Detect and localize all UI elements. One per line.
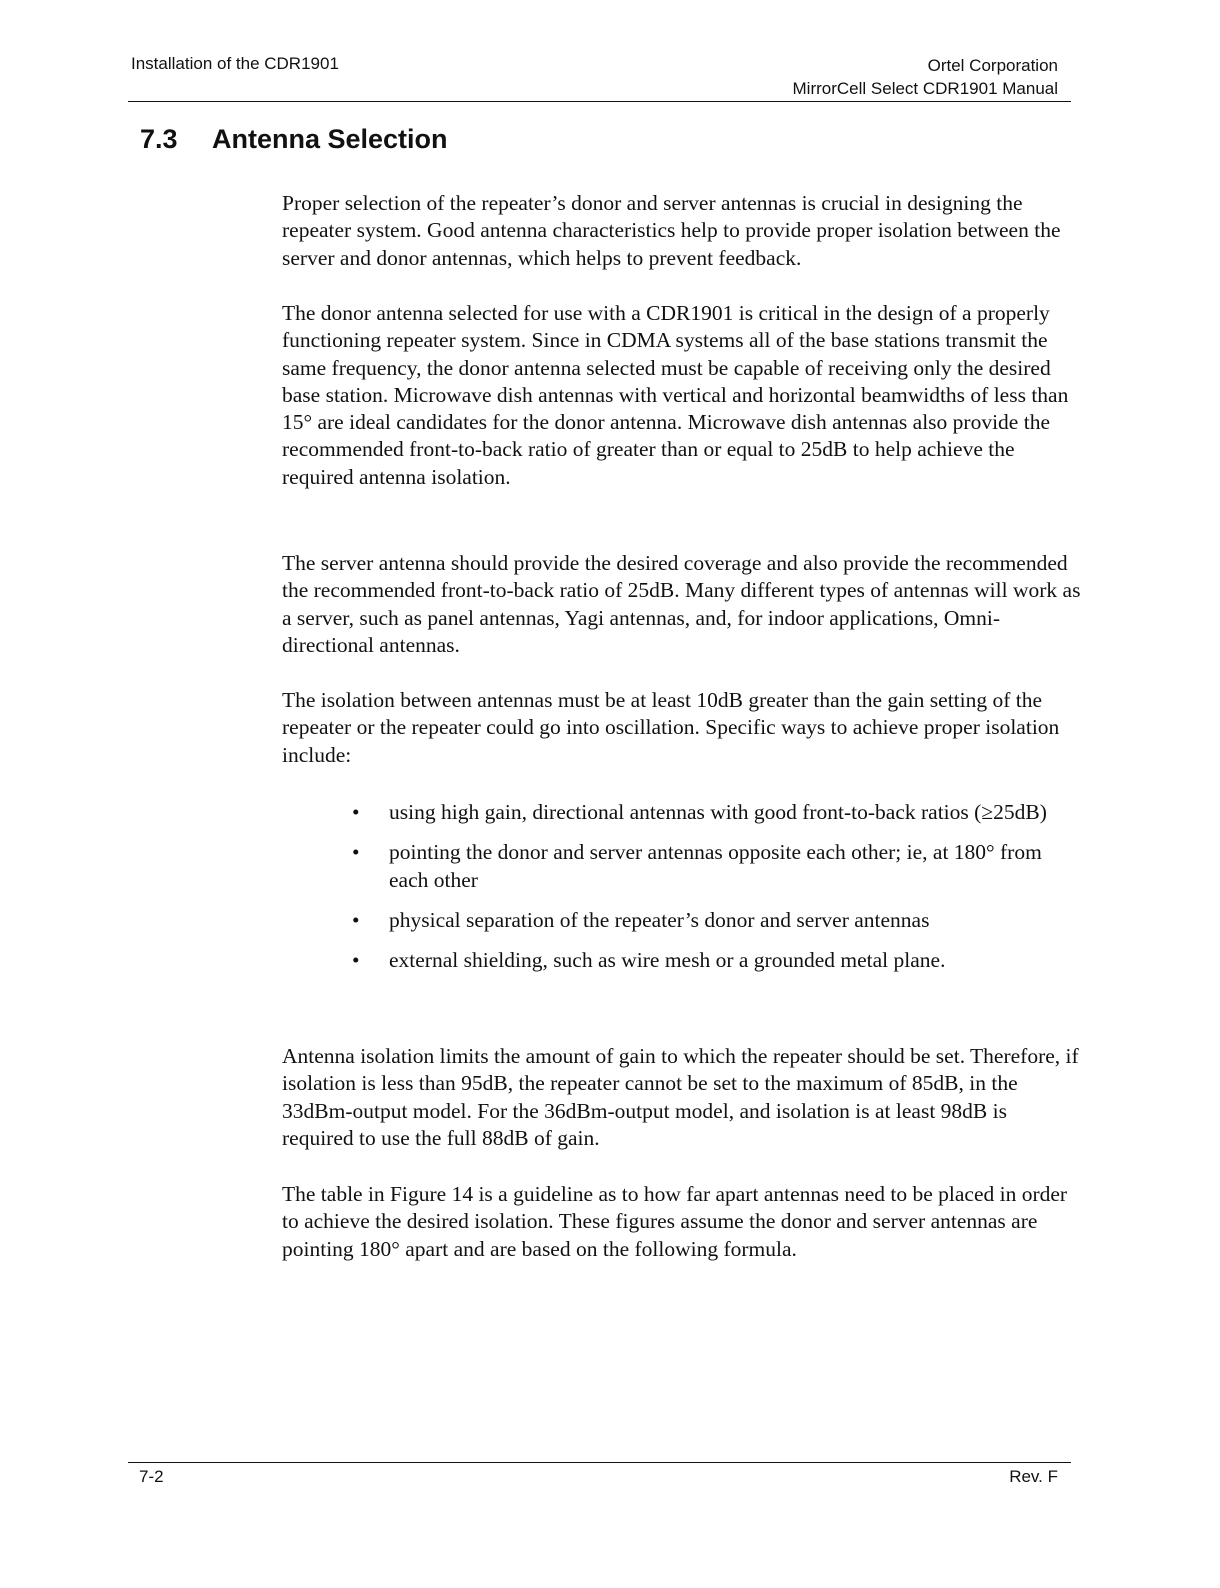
section-number: 7.3 (140, 124, 178, 154)
section-title: Antenna Selection (212, 124, 448, 154)
header-rule (128, 101, 1071, 102)
header-company: Ortel Corporation (927, 56, 1058, 75)
list-item-text: external shielding, such as wire mesh or a grounded metal plane. (389, 948, 946, 973)
paragraph-intro (282, 190, 1082, 272)
paragraph: The table in Figure 14 is a guideline as to how far apart antennas need to be placed in order to achieve the desired isolation. These figures assume the donor and server antennas are pointing 180° apart and are based on the following formula. (282, 1182, 1068, 1261)
paragraph: Proper selection of the repeater’s donor and server antennas is crucial in designing the repeater system. Good antenna characteristics help to provide proper isolation between the server and donor antennas, which helps to prevent feedback. (282, 191, 1061, 270)
list-item-text: physical separation of the repeater’s donor and server antennas (389, 907, 930, 932)
paragraph: The server antenna should provide the desired coverage and also provide the recommended the recommended front-to-back ratio of 25dB. Many different types of antennas will work as a server, such as panel antennas, Yagi antennas, and, for indoor applications, Omni-directional antennas. (282, 551, 1081, 657)
paragraph: The donor antenna selected for use with a CDR1901 is critical in the design of a properly functioning repeater system. Since in CDMA systems all of the base stations transmit the same frequency, the donor antenna selected must be capable of receiving only the desired base station. Microwave dish antennas with vertical and horizontal beamwidths of less than 15° are ideal candidates for the donor antenna. Microwave dish antennas also provide the recommended front-to-back ratio of greater than or equal to 25dB to help achieve the required antenna isolation. (282, 301, 1069, 489)
paragraph: The isolation between antennas must be at least 10dB greater than the gain setting of the repeater or the repeater could go into oscillation. Specific ways to achieve proper isolation include: (282, 688, 1060, 767)
running-header-left: Installation of the CDR1901 (131, 54, 339, 73)
list-item (349, 799, 1069, 826)
bullet-icon: • (352, 907, 360, 932)
isolation-methods-list (349, 799, 1069, 987)
bullet-icon: • (352, 800, 360, 824)
list-item (349, 839, 1069, 894)
list-item (349, 947, 1069, 974)
paragraph-server-antenna (282, 550, 1082, 659)
header-manual-title: MirrorCell Select CDR1901 Manual (792, 79, 1058, 98)
list-item (349, 907, 1069, 934)
bullet-icon: • (352, 840, 360, 865)
paragraph-donor-antenna (282, 300, 1082, 491)
footer-rule (128, 1462, 1071, 1463)
paragraph-figure-reference (282, 1181, 1082, 1263)
list-item-text: using high gain, directional antennas with good front-to-back ratios (≥25dB) (389, 800, 1047, 824)
paragraph-gain-limits (282, 1043, 1082, 1152)
paragraph-isolation (282, 687, 1082, 769)
running-header-right (793, 54, 1058, 100)
revision-label: Rev. F (1009, 1467, 1058, 1486)
list-item-text: pointing the donor and server antennas opposite each other; ie, at 180° from each other (389, 840, 1042, 892)
section-heading (140, 122, 448, 156)
bullet-icon: • (352, 948, 360, 973)
page-number: 7-2 (139, 1467, 164, 1486)
paragraph: Antenna isolation limits the amount of gain to which the repeater should be set. Therefore, if isolation is less than 95dB, the repeater cannot be set to the maximum of 85dB, in the 33dBm-output model. For the 36dBm-output model, and isolation is at least 98dB is required to use the full 88dB of gain. (282, 1044, 1079, 1150)
